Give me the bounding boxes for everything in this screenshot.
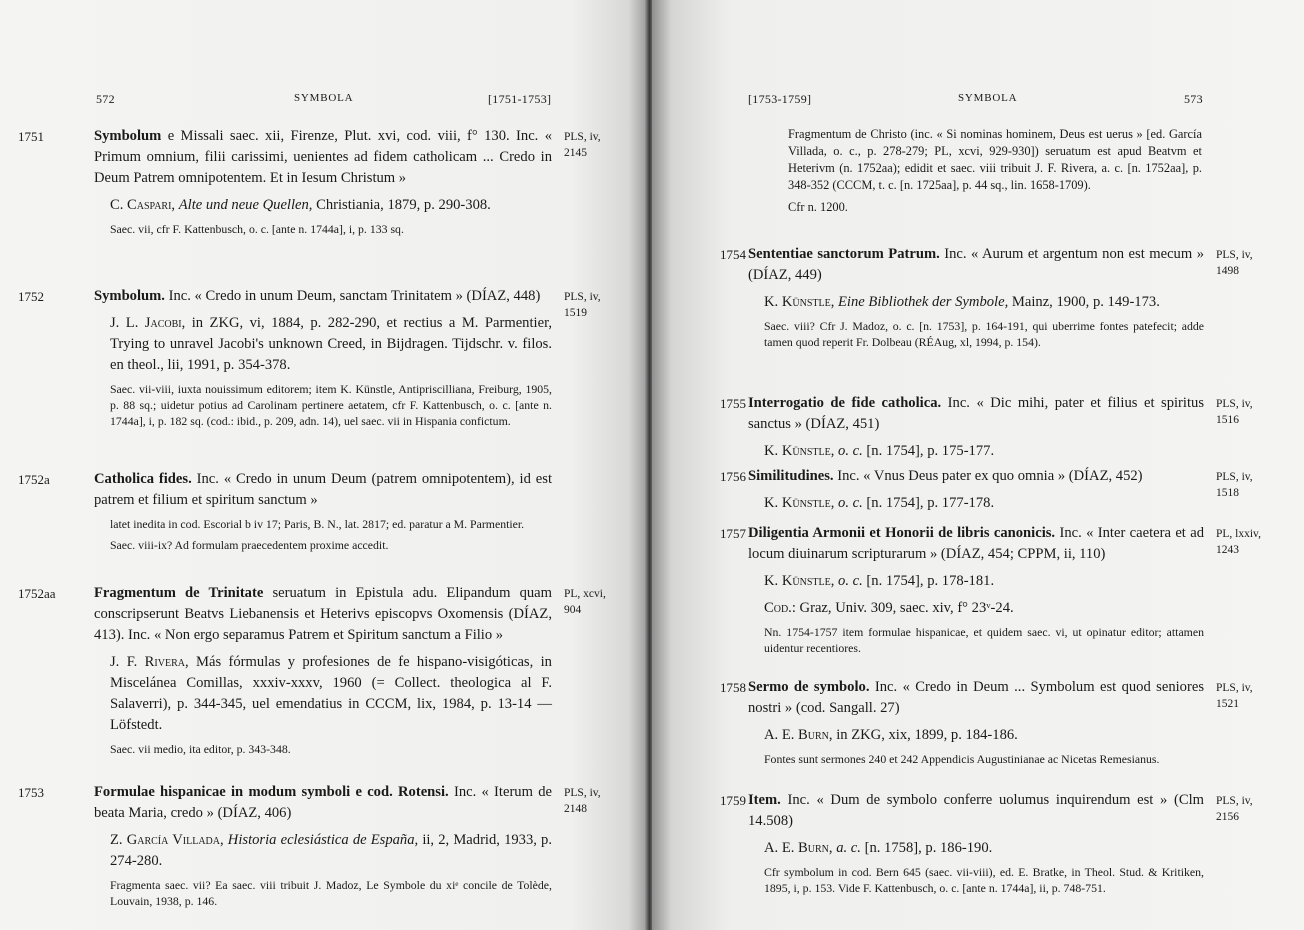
continuation-text: Fragmentum de Christo (inc. « Si nominas hominem, Deus est uerus » [ed. García Villada, o. c., p. 278-279; PL, xcvi, 929-930]) seruatum est apud Beatvm et Heterivm (n. 1752aa); edidit et saec. viii tribuit J. F. Rivera, a. c. [n. 1752aa], p. 348-352 (CCCM, t. c. [n. 1725aa], p. 44 sq., lin. 1658-1709). xyxy=(788,127,1202,192)
citation xyxy=(94,830,552,872)
entry-body xyxy=(94,286,552,307)
entry-text: Inc. « Credo in unum Deum (patrem omnipotentem), id est patrem et filium et spiritum sanctum » xyxy=(94,471,552,508)
entry-body xyxy=(748,523,1204,565)
entry-title: Symbolum xyxy=(94,128,162,144)
entry-block xyxy=(94,782,552,909)
entry-note: Saec. viii-ix? Ad formulam praecedentem proxime accedit. xyxy=(110,538,389,552)
entry-block xyxy=(748,677,1204,767)
source-reference xyxy=(564,129,601,161)
citation-author: J. L. Jacobi, xyxy=(110,315,186,331)
entry-block xyxy=(748,466,1204,514)
source-reference-line: PLS, iv, xyxy=(1216,249,1253,261)
entry-block xyxy=(94,126,552,237)
entry-block xyxy=(748,393,1204,462)
source-reference xyxy=(564,785,601,817)
citation-author: K. Künstle, xyxy=(764,495,835,511)
entry-title: Fragmentum de Trinitate xyxy=(94,585,264,601)
running-title: SYMBOLA xyxy=(958,92,1018,104)
entry-title: Item. xyxy=(748,792,781,808)
citation-author: K. Künstle, xyxy=(764,294,835,310)
source-reference-line: PLS, iv, xyxy=(564,131,601,143)
entry-body xyxy=(748,244,1204,286)
source-reference-line: 904 xyxy=(564,604,582,616)
entry-number: 1752aa xyxy=(18,586,56,601)
entry-number: 1752a xyxy=(18,472,50,487)
citation-title: Eine Bibliothek der Symbole, xyxy=(838,294,1009,310)
citation-author: A. E. Burn, xyxy=(764,840,833,856)
citation xyxy=(748,493,1204,514)
entry-title: Interrogatio de fide catholica. xyxy=(748,395,942,411)
entry-number: 1754 xyxy=(720,247,746,262)
source-reference-line: 2145 xyxy=(564,147,587,159)
entry-block xyxy=(748,790,1204,896)
source-reference-line: PL, lxxiv, xyxy=(1216,528,1261,540)
source-reference-line: 1518 xyxy=(1216,487,1239,499)
citation-rest: in ZKG, xix, 1899, p. 184-186. xyxy=(836,727,1018,743)
source-reference-line: PLS, iv, xyxy=(1216,398,1253,410)
citation-title: o. c. xyxy=(838,495,863,511)
citation-title: Alte und neue Quellen, xyxy=(178,197,313,213)
entry-note: Saec. viii? Cfr J. Madoz, o. c. [n. 1753], p. 164-191, qui uberrime fontes patefecit; adde tamen quod reperit Fr. Dolbeau (RÉAug, xl, 1994, p. 154). xyxy=(764,319,1204,349)
continuation-block xyxy=(788,126,1202,215)
source-reference-line: PL, xcvi, xyxy=(564,588,606,600)
entry-note: latet inedita in cod. Escorial b iv 17; Paris, B. N., lat. 2817; ed. paratur a M. Parmentier. xyxy=(110,517,525,531)
source-reference-line: 1519 xyxy=(564,307,587,319)
entry-text: Inc. « Credo in unum Deum, sanctam Trinitatem » (DÍAZ, 448) xyxy=(168,288,541,304)
source-reference-line: 2156 xyxy=(1216,811,1239,823)
entry-block xyxy=(94,469,552,553)
entry-number: 1751 xyxy=(18,129,44,144)
source-reference xyxy=(564,289,601,321)
citation-author: A. E. Burn, xyxy=(764,727,833,743)
entry-block xyxy=(748,523,1204,656)
continuation-cfr: Cfr n. 1200. xyxy=(788,200,848,214)
entry-title: Formulae hispanicae in modum symboli e cod. Rotensi. xyxy=(94,784,449,800)
entry-range: [1751-1753] xyxy=(488,92,552,106)
entry-number: 1752 xyxy=(18,289,44,304)
entry-body xyxy=(94,583,552,646)
page-number: 573 xyxy=(1184,92,1203,106)
source-reference-line: 2148 xyxy=(564,803,587,815)
citation-title: o. c. xyxy=(838,573,863,589)
citation-author: Z. García Villada, xyxy=(110,832,224,848)
citation-rest: [n. 1754], p. 177-178. xyxy=(866,495,995,511)
entry-body xyxy=(748,393,1204,435)
entry-title: Sermo de symbolo. xyxy=(748,679,870,695)
entry-number: 1757 xyxy=(720,526,746,541)
source-reference xyxy=(1216,680,1253,712)
entry-block xyxy=(748,244,1204,350)
citation-author: K. Künstle, xyxy=(764,443,835,459)
entry-range: [1753-1759] xyxy=(748,92,812,106)
entry-body xyxy=(748,466,1204,487)
citation-title: Historia eclesiástica de España, xyxy=(227,832,419,848)
citation-author: J. F. Rivera, xyxy=(110,654,189,670)
source-reference-line: 1521 xyxy=(1216,698,1239,710)
citation-rest: [n. 1754], p. 175-177. xyxy=(866,443,995,459)
right-page xyxy=(652,0,1304,930)
entry-number: 1753 xyxy=(18,785,44,800)
citation-rest: [n. 1758], p. 186-190. xyxy=(864,840,993,856)
entry-note: Saec. vii medio, ita editor, p. 343-348. xyxy=(110,742,291,756)
citation xyxy=(748,838,1204,859)
citation-rest: Christiania, 1879, p. 290-308. xyxy=(316,197,491,213)
entry-text: Inc. « Credo in Deum ... Symbolum est quod seniores nostri » (cod. Sangall. 27) xyxy=(748,679,1204,716)
source-reference xyxy=(1216,469,1253,501)
citation-rest: [n. 1754], p. 178-181. xyxy=(866,573,995,589)
page-number: 572 xyxy=(96,92,115,106)
source-reference-line: PLS, iv, xyxy=(1216,682,1253,694)
source-reference-line: PLS, iv, xyxy=(564,291,601,303)
source-reference-line: 1243 xyxy=(1216,544,1239,556)
entry-note: Nn. 1754-1757 item formulae hispanicae, et quidem saec. vi, ut opinatur editor; attamen uidentur recentiores. xyxy=(764,625,1204,655)
entry-body xyxy=(94,782,552,824)
entry-note: Saec. vii-viii, iuxta nouissimum editorem; item K. Künstle, Antipriscilliana, Freiburg, 1905, p. 88 sq.; uidetur potius ad Carolinam pertinere aetatem, cfr F. Kattenbusch, o. c. [ante n. 1744a], i, p. 182 sq. (cod.: ibid., p. 209, adn. 14), uel saec. vii in Hispania confictum. xyxy=(110,382,552,428)
citation-author: K. Künstle, xyxy=(764,573,835,589)
citation-rest: ii, 2, Madrid, 1933, p. 274-280. xyxy=(110,832,552,869)
entry-number: 1756 xyxy=(720,469,746,484)
entry-text: e Missali saec. xii, Firenze, Plut. xvi, cod. viii, f° 130. Inc. « Primum omnium, filii carissimi, uenientes ad fidem catholicam ... Credo in Deum Patrem omnipotentem. Et in Iesum Christum » xyxy=(94,128,552,186)
entry-number: 1759 xyxy=(720,793,746,808)
citation-title: a. c. xyxy=(836,840,861,856)
source-reference-line: PLS, iv, xyxy=(564,787,601,799)
source-reference-line: PLS, iv, xyxy=(1216,471,1253,483)
citation-rest: Mainz, 1900, p. 149-173. xyxy=(1011,294,1160,310)
entry-body xyxy=(748,790,1204,832)
source-reference xyxy=(1216,526,1261,558)
entry-number: 1755 xyxy=(720,396,746,411)
entry-note: Cfr symbolum in cod. Bern 645 (saec. vii-viii), ed. E. Bratke, in Theol. Stud. & Kritiken, 1895, i, p. 153. Vide F. Kattenbusch, o. c. [ante n. 1744a], ii, p. 748-751. xyxy=(764,865,1204,895)
source-reference-line: PLS, iv, xyxy=(1216,795,1253,807)
citation-author: Cod.: xyxy=(764,600,796,616)
entry-note: Fragmenta saec. vii? Ea saec. viii tribuit J. Madoz, Le Symbole du xiᵉ concile de Tolède, Louvain, 1938, p. 146. xyxy=(110,878,552,908)
source-reference xyxy=(1216,247,1253,279)
entry-body xyxy=(748,677,1204,719)
citation-rest: Graz, Univ. 309, saec. xiv, f° 23ᵛ-24. xyxy=(799,600,1014,616)
source-reference xyxy=(1216,396,1253,428)
entry-body xyxy=(94,469,552,511)
citation xyxy=(94,652,552,736)
left-page xyxy=(0,0,648,930)
citation xyxy=(748,598,1204,619)
entry-text: Inc. « Iterum de beata Maria, credo » (DÍAZ, 406) xyxy=(94,784,552,821)
entry-text: seruatum in Epistula adu. Elipandum quam conscripserunt Beatvs Liebanensis et Heterivs episcopvs Oxomensis (DÍAZ, 413). Inc. « Non ergo separamus Patrem et Spiritum sanctum a Filio » xyxy=(94,585,552,643)
entry-block xyxy=(94,583,552,757)
citation xyxy=(748,292,1204,313)
source-reference xyxy=(1216,793,1253,825)
entry-title: Symbolum. xyxy=(94,288,165,304)
citation-rest: in ZKG, vi, 1884, p. 282-290, et rectius a M. Parmentier, Trying to unravel Jacobi's unknown Creed, in Bijdragen. Tijdschr. v. filos. en theol., lii, 1991, p. 354-378. xyxy=(110,315,552,373)
citation xyxy=(748,441,1204,462)
citation xyxy=(94,313,552,376)
entry-text: Inc. « Dum de symbolo conferre uolumus inquirendum est » (Clm 14.508) xyxy=(748,792,1204,829)
entry-block xyxy=(94,286,552,429)
citation-author: C. Caspari, xyxy=(110,197,176,213)
source-reference-line: 1498 xyxy=(1216,265,1239,277)
entry-number: 1758 xyxy=(720,680,746,695)
citation xyxy=(748,571,1204,592)
entry-text: Inc. « Vnus Deus pater ex quo omnia » (DÍAZ, 452) xyxy=(837,468,1143,484)
source-reference-line: 1516 xyxy=(1216,414,1239,426)
entry-title: Diligentia Armonii et Honorii de libris canonicis. xyxy=(748,525,1056,541)
entry-title: Similitudines. xyxy=(748,468,834,484)
entry-body xyxy=(94,126,552,189)
entry-text: Inc. « Aurum et argentum non est mecum » (DÍAZ, 449) xyxy=(748,246,1204,283)
entry-text: Inc. « Dic mihi, pater et filius et spiritus sanctus » (DÍAZ, 451) xyxy=(748,395,1204,432)
citation xyxy=(94,195,552,216)
entry-title: Catholica fides. xyxy=(94,471,192,487)
entry-note: Fontes sunt sermones 240 et 242 Appendicis Augustinianae ac Nicetas Remesianus. xyxy=(764,752,1160,766)
citation-title: o. c. xyxy=(838,443,863,459)
entry-title: Sententiae sanctorum Patrum. xyxy=(748,246,940,262)
running-title: SYMBOLA xyxy=(294,92,354,104)
citation xyxy=(748,725,1204,746)
entry-text: Inc. « Inter caetera et ad locum diuinarum scripturarum » (DÍAZ, 454; CPPM, ii, 110) xyxy=(748,525,1204,562)
source-reference xyxy=(564,586,606,618)
citation-rest: Más fórmulas y profesiones de fe hispano-visigóticas, in Miscelánea Comillas, xxxiv-xxxv, 1960 (= Collect. theologica al F. Salaverri), p. 344-345, uel emendatius in CCCM, lix, 1984, p. 13-14 — Löfstedt. xyxy=(110,654,552,733)
entry-note: Saec. vii, cfr F. Kattenbusch, o. c. [ante n. 1744a], i, p. 133 sq. xyxy=(110,222,404,236)
